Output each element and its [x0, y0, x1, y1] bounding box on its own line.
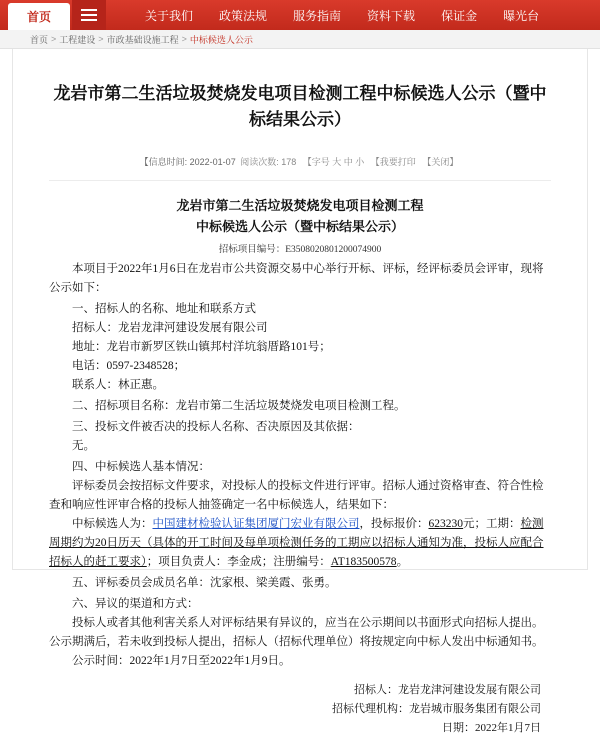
s4-end: ；项目负责人：李金成；注册编号：: [146, 556, 331, 568]
doc-section4-paragraph2: [49, 515, 551, 572]
breadcrumb-separator: >: [98, 34, 104, 44]
breadcrumb-current: 中标候选人公示: [189, 34, 253, 45]
doc-intro: 本项目于2022年1月6日在龙岩市公共资源交易中心举行开标、评标，经评标委员会评审，现将公示如下：: [49, 263, 544, 294]
meta-close[interactable]: 【关闭】: [422, 157, 459, 167]
s4-tail: 元；工期：: [463, 518, 521, 530]
breadcrumb-item-home[interactable]: 首页: [30, 34, 49, 45]
article-body: [49, 195, 551, 738]
doc-section1-line3: 电话：0597-2348528；: [72, 360, 186, 372]
doc-section3-heading: 三、投标文件被否决的投标人名称、否决原因及其依据：: [72, 421, 360, 433]
signature-line-agency: 招标代理机构：龙岩城市服务集团有限公司: [332, 703, 541, 715]
s4-fin: 。: [396, 556, 409, 568]
doc-project-number: 招标项目编号：E3508020801200074900: [218, 245, 382, 255]
doc-section3-line1: 无。: [72, 440, 95, 452]
doc-section1-line1: 招标人：龙岩龙津河建设发展有限公司: [72, 322, 268, 334]
doc-section5-heading: 五、评标委员会成员名单：沈家根、梁美霞、张勇。: [72, 577, 337, 589]
doc-section1-heading: 一、招标人的名称、地址和联系方式: [72, 303, 256, 315]
doc-section4-heading: 四、中标候选人基本情况：: [72, 461, 210, 473]
breadcrumb-separator: >: [51, 34, 57, 44]
s4-pre: 中标候选人为：: [72, 518, 153, 530]
s4-mid: ，投标报价：: [359, 518, 429, 530]
hamburger-icon[interactable]: [72, 0, 106, 30]
registration-number: AT183500578: [330, 556, 397, 568]
nav-link-about[interactable]: 关于我们: [145, 8, 194, 23]
doc-title-line2: 中标候选人公示（暨中标结果公示）: [195, 219, 404, 234]
breadcrumb-separator: >: [181, 34, 187, 44]
meta-print[interactable]: 【我要打印: [370, 157, 416, 167]
breadcrumb-item-municipal[interactable]: 市政基础设施工程: [106, 34, 179, 45]
page-title: 龙岩市第二生活垃圾焚烧发电项目检测工程中标候选人公示（暨中标结果公示）: [53, 84, 547, 129]
doc-section6-paragraph2: 公示时间：2022年1月7日至2022年1月9日。: [72, 655, 291, 667]
bid-price: 623230: [428, 518, 463, 530]
breadcrumb: [0, 30, 600, 49]
doc-section2-heading: 二、招标项目名称：龙岩市第二生活垃圾焚烧发电项目检测工程。: [72, 400, 406, 412]
winning-bidder-company[interactable]: 中国建材检验认证集团厦门宏业有限公司: [152, 518, 360, 530]
nav-link-downloads[interactable]: 资料下载: [367, 8, 416, 23]
nav-link-deposit[interactable]: 保证金: [441, 8, 478, 23]
article-sheet: [12, 49, 588, 734]
nav-link-guide[interactable]: 服务指南: [293, 8, 342, 23]
bid-duration: 检测周期约为20日历天（具体的开工时间及每单项检测任务的工期应以招标人通知为准，投标人应配合招标人的赶工要求）: [49, 518, 544, 568]
doc-section6-paragraph1: 投标人或者其他利害关系人对评标结果有异议的，应当在公示期间以书面形式向招标人提出。公示期满后，若未收到投标人提出，招标人（招标代理单位）将按规定向中标人发出中标通知书。: [49, 617, 544, 648]
signature-block: [49, 681, 551, 738]
doc-section4-paragraph1: 评标委员会按招标文件要求，对投标人的投标文件进行评审。招标人通过资格审查、符合性检查和响应性评审合格的投标人抽签确定一名中标候选人，结果如下：: [49, 480, 544, 511]
meta-font-size[interactable]: 【字号 大 中 小: [302, 157, 365, 167]
doc-section6-heading: 六、异议的渠道和方式：: [72, 598, 199, 610]
nav-link-policy[interactable]: 政策法规: [219, 8, 268, 23]
nav-link-exposure[interactable]: 曝光台: [503, 8, 540, 23]
nav-links: [132, 0, 552, 30]
doc-section1-line2: 地址：龙岩市新罗区铁山镇邦村洋坑翁厝路101号；: [72, 341, 331, 353]
article-meta: [49, 155, 551, 176]
doc-section1-line4: 联系人：林正惠。: [72, 379, 164, 391]
nav-home-button[interactable]: 首页: [8, 3, 70, 30]
signature-line-date: 日期：2022年1月7日: [442, 722, 541, 734]
breadcrumb-item-construction[interactable]: 工程建设: [59, 34, 96, 45]
doc-title-line1: 龙岩市第二生活垃圾焚烧发电项目检测工程: [176, 198, 424, 213]
page-container: [0, 49, 600, 734]
meta-date: 【信息时间: 2022-01-07: [139, 157, 236, 167]
divider: [49, 180, 551, 181]
signature-line-bidder: 招标人：龙岩龙津河建设发展有限公司: [354, 684, 541, 696]
top-navigation-bar: [0, 0, 600, 30]
meta-views: 阅读次数: 178: [240, 157, 297, 167]
